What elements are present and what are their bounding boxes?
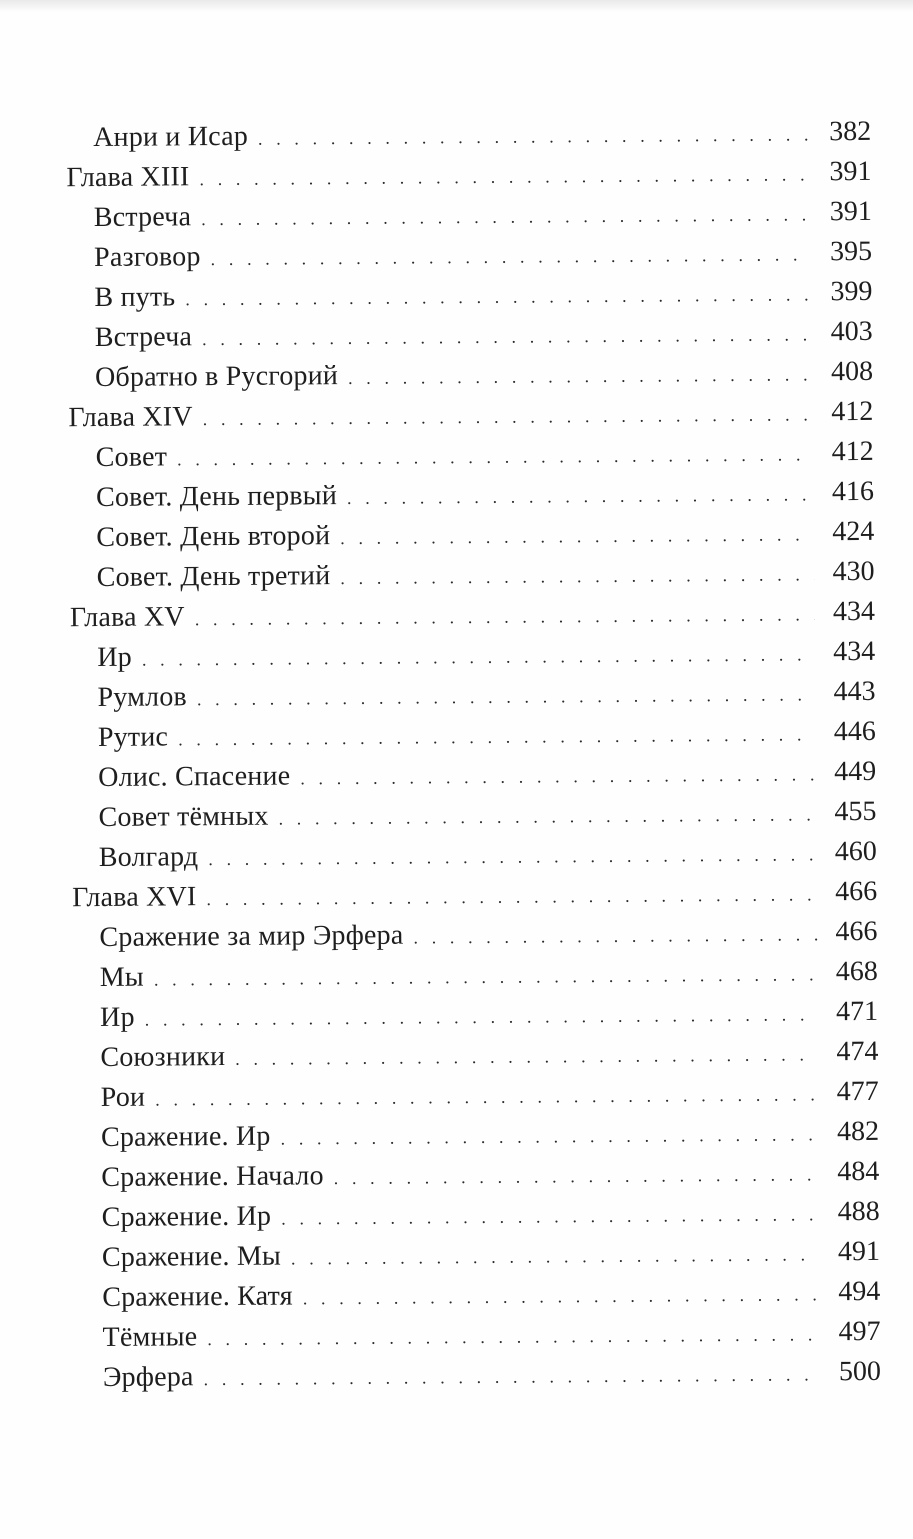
toc-page-number: 474 bbox=[836, 1035, 879, 1068]
toc-entry-title: Совет тёмных bbox=[98, 800, 269, 834]
toc-section-row bbox=[7, 1032, 913, 1079]
toc-entry-title: Совет bbox=[95, 441, 168, 474]
toc-section-row bbox=[9, 1272, 913, 1319]
toc-page-number: 460 bbox=[834, 835, 877, 868]
toc-entry-title: Анри и Исар bbox=[93, 120, 249, 154]
toc-section-row bbox=[4, 672, 913, 719]
toc-entry-title: Сражение. Мы bbox=[101, 1240, 282, 1273]
toc-page-number: 412 bbox=[831, 395, 874, 428]
toc-section-row bbox=[9, 1232, 913, 1279]
toc-entry-title: Эрфера bbox=[102, 1361, 194, 1393]
toc-section-row bbox=[7, 952, 913, 999]
toc-section-row bbox=[6, 832, 913, 879]
toc-section-row bbox=[3, 432, 913, 479]
toc-page-number: 455 bbox=[834, 795, 877, 828]
toc-entry-title: Встреча bbox=[93, 201, 192, 234]
toc-page-number: 416 bbox=[831, 475, 875, 508]
toc-page-number: 466 bbox=[835, 915, 878, 948]
toc-page-number: 408 bbox=[830, 355, 874, 388]
toc-page-number: 434 bbox=[833, 635, 876, 668]
toc-entry-title: Олис. Спасение bbox=[98, 760, 291, 794]
toc-page-number: 443 bbox=[833, 675, 876, 708]
toc-page-number: 434 bbox=[832, 595, 876, 628]
toc-section-row bbox=[8, 1072, 913, 1119]
toc-entry-title: Глава XVI bbox=[72, 881, 197, 914]
toc-section-row bbox=[10, 1352, 913, 1399]
toc-entry-title: В путь bbox=[94, 281, 176, 314]
toc-chapter-row bbox=[6, 872, 913, 919]
dot-leader bbox=[281, 1194, 820, 1238]
dot-leader bbox=[291, 1234, 820, 1278]
toc-section-row bbox=[3, 472, 913, 519]
toc-section-row bbox=[5, 792, 913, 839]
toc-section-row bbox=[8, 1152, 913, 1199]
toc-entry-title: Разговор bbox=[93, 241, 201, 274]
toc-page-number: 497 bbox=[838, 1315, 881, 1348]
toc-entry-title: Рои bbox=[100, 1081, 146, 1113]
toc-page-number: 446 bbox=[833, 715, 876, 748]
toc-page-number: 488 bbox=[837, 1195, 880, 1228]
toc-section-row bbox=[4, 632, 913, 679]
toc-page-number: 430 bbox=[832, 555, 875, 588]
dot-leader bbox=[348, 354, 813, 398]
toc-page-number: 466 bbox=[835, 875, 878, 908]
toc-entry-title: Союзники bbox=[100, 1041, 226, 1073]
toc-page-number: 395 bbox=[829, 235, 873, 268]
toc-section-row bbox=[8, 1112, 913, 1159]
toc-entry-title: Глава XIV bbox=[68, 401, 193, 434]
toc-entry-title: Совет. День первый bbox=[95, 480, 338, 514]
toc-entry-title: Сражение за мир Эрфера bbox=[99, 919, 404, 953]
dot-leader bbox=[203, 1354, 821, 1399]
toc-section-row bbox=[2, 312, 913, 359]
toc-entry-title: Ир bbox=[97, 641, 133, 674]
toc-page-number: 482 bbox=[836, 1115, 880, 1148]
dot-leader bbox=[340, 514, 814, 558]
toc-section-row bbox=[9, 1312, 913, 1359]
toc-section-row bbox=[3, 552, 913, 599]
dot-leader bbox=[280, 1114, 819, 1158]
toc-section-row bbox=[6, 912, 913, 959]
toc-entry-title: Сражение. Ир bbox=[101, 1200, 272, 1233]
toc-entry-title: Тёмные bbox=[102, 1321, 198, 1353]
toc-chapter-row bbox=[2, 392, 913, 439]
toc-entry-title: Сражение. Катя bbox=[102, 1280, 293, 1313]
toc-page-number: 491 bbox=[837, 1235, 881, 1268]
dot-leader bbox=[347, 474, 814, 518]
toc-page-number: 412 bbox=[831, 435, 874, 468]
toc-page-number: 468 bbox=[835, 955, 878, 988]
toc-entry-title: Сражение. Начало bbox=[101, 1160, 324, 1193]
dot-leader bbox=[340, 554, 815, 598]
toc-page-number: 494 bbox=[838, 1275, 881, 1308]
dot-leader bbox=[278, 794, 816, 838]
toc-page-number: 449 bbox=[834, 755, 877, 788]
toc-page-number: 391 bbox=[829, 195, 872, 228]
dot-leader bbox=[413, 914, 817, 957]
toc-page-number: 399 bbox=[830, 275, 873, 308]
toc-section-row bbox=[5, 712, 913, 759]
toc-section-row bbox=[9, 1192, 913, 1239]
toc-section-row bbox=[3, 512, 913, 559]
toc-entry-title: Рутис bbox=[97, 721, 169, 754]
toc-page-number: 484 bbox=[837, 1155, 880, 1188]
toc-section-row bbox=[7, 992, 913, 1039]
toc-entry-title: Румлов bbox=[97, 681, 188, 714]
toc-page-number: 424 bbox=[832, 515, 875, 548]
toc-entry-title: Мы bbox=[99, 961, 145, 993]
toc-entry-title: Встреча bbox=[94, 321, 193, 354]
dot-leader bbox=[334, 1154, 820, 1198]
toc-page-number: 391 bbox=[829, 155, 872, 188]
toc-entry-title: Волгард bbox=[98, 841, 199, 874]
toc-section-row bbox=[5, 752, 913, 799]
toc-entry-title: Ир bbox=[99, 1001, 135, 1033]
toc-section-row bbox=[2, 352, 913, 399]
toc-entry-title: Глава XIII bbox=[66, 161, 190, 194]
toc-page-number: 500 bbox=[838, 1355, 882, 1388]
toc-page-number: 403 bbox=[830, 315, 873, 348]
dot-leader bbox=[303, 1274, 821, 1318]
dot-leader bbox=[300, 754, 816, 798]
toc-entry-title: Совет. День третий bbox=[96, 560, 331, 594]
toc-entry-title: Обратно в Русгорий bbox=[94, 360, 339, 394]
toc-page-number: 471 bbox=[835, 995, 879, 1028]
page-top-shadow bbox=[0, 0, 913, 12]
toc-page-number: 477 bbox=[836, 1075, 879, 1108]
toc-entry-title: Глава XV bbox=[69, 601, 185, 634]
toc-chapter-row bbox=[4, 592, 913, 639]
toc-entry-title: Совет. День второй bbox=[96, 520, 331, 554]
toc-entry-title: Сражение. Ир bbox=[100, 1120, 271, 1153]
toc-page-number: 382 bbox=[829, 115, 872, 148]
table-of-contents bbox=[0, 112, 913, 1399]
